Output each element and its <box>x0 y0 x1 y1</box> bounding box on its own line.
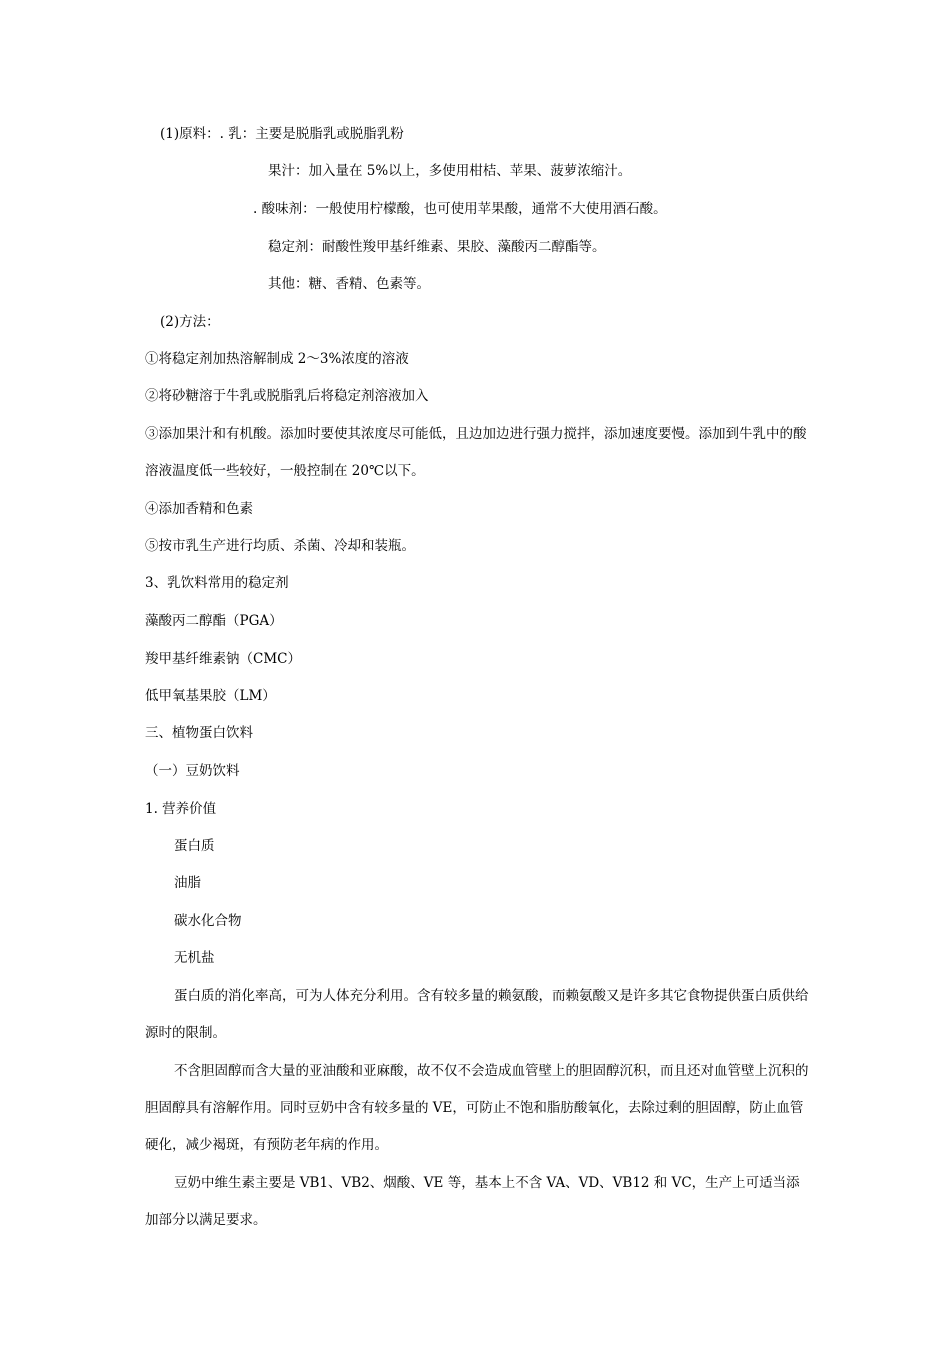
text-line: 低甲氧基果胶（LM） <box>145 688 276 704</box>
subsection-heading: （一）豆奶饮料 <box>145 763 240 779</box>
text-line: 其他：糖、香精、色素等。 <box>268 276 430 292</box>
paragraph: 蛋白质的消化率高，可为人体充分利用。含有较多量的赖氨酸，而赖氨酸又是许多其它食物提供蛋白质供给源时的限制。 <box>145 988 809 1041</box>
list-item: 无机盐 <box>174 950 215 966</box>
text-line: ②将砂糖溶于牛乳或脱脂乳后将稳定剂溶液加入 <box>145 388 429 404</box>
text-line: . 酸味剂：一般使用柠檬酸，也可使用苹果酸，通常不大使用酒石酸。 <box>253 201 667 217</box>
text-line: ①将稳定剂加热溶解制成 2～3%浓度的溶液 <box>145 351 409 367</box>
text-line: ⑤按市乳生产进行均质、杀菌、冷却和装瓶。 <box>145 538 415 554</box>
text-line: (2)方法： <box>160 314 220 330</box>
section-heading: 三、植物蛋白饮料 <box>145 725 253 741</box>
paragraph: 不含胆固醇而含大量的亚油酸和亚麻酸，故不仅不会造成血管壁上的胆固醇沉积，而且还对血管壁上沉积的胆固醇具有溶解作用。同时豆奶中含有较多量的 VE，可防止不饱和脂肪酸氧化，去除过剩的胆固醇，防止血管硬化，减少褐斑，有预防老年病的作用。 <box>145 1063 809 1153</box>
paragraph: 豆奶中维生素主要是 VB1、VB2、烟酸、VE 等，基本上不含 VA、VD、VB12 和 VC，生产上可适当添加部分以满足要求。 <box>145 1175 800 1228</box>
subsection-heading: 1. 营养价值 <box>145 801 217 817</box>
list-item: 油脂 <box>174 875 201 891</box>
text-line: 稳定剂：耐酸性羧甲基纤维素、果胶、藻酸丙二醇酯等。 <box>268 239 606 255</box>
text-line: ④添加香精和色素 <box>145 501 253 517</box>
text-line: 果汁：加入量在 5%以上，多使用柑桔、苹果、菠萝浓缩汁。 <box>268 163 632 179</box>
section-heading: 3、乳饮料常用的稳定剂 <box>145 575 289 591</box>
paragraph: ③添加果汁和有机酸。添加时要使其浓度尽可能低，且边加边进行强力搅拌，添加速度要慢。添加到牛乳中的酸溶液温度低一些较好，一般控制在 20℃以下。 <box>145 426 807 479</box>
text-line: (1)原料：. 乳：主要是脱脂乳或脱脂乳粉 <box>160 126 404 142</box>
list-item: 蛋白质 <box>174 838 215 854</box>
text-line: 羧甲基纤维素钠（CMC） <box>145 651 301 667</box>
text-line: 藻酸丙二醇酯（PGA） <box>145 613 283 629</box>
list-item: 碳水化合物 <box>174 913 242 929</box>
